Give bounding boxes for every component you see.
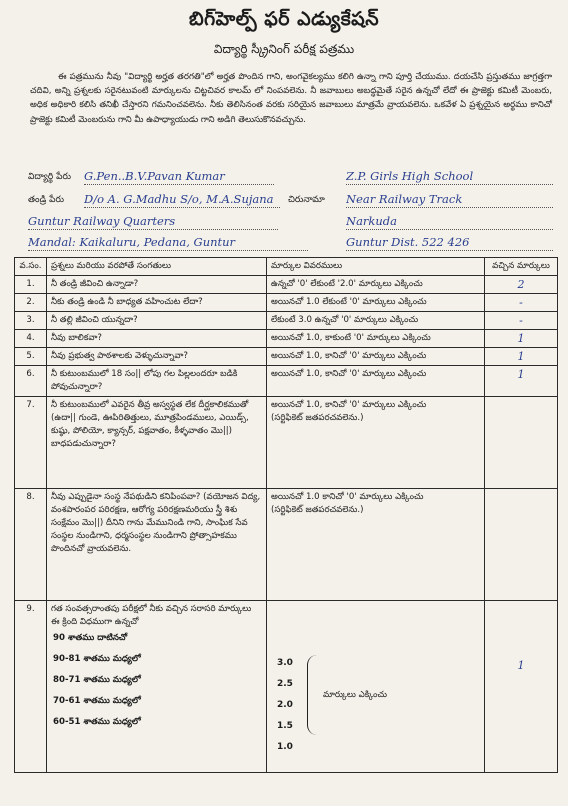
field-row-names [28,170,553,188]
row-number: 7. [15,397,47,489]
form-subtitle: విద్యార్థి స్క్రీనింగ్ పరీక్ష పత్రము [213,42,355,56]
address-label: చిరునామా [288,195,325,205]
table-row [15,397,558,489]
form-title: బిగ్‌హెల్ప్ ఫర్ ఎడ్యుకేషన్ [188,8,380,30]
row-rule: అయినచో 1.0 లేకుంటే '0' మార్కులు ఎక్కించు [267,294,485,312]
school-name-value[interactable]: Z.P. Girls High School [346,169,553,185]
row-question: నీవు ఎప్పుడైనా సంస్థ నేపథుడిని కనిపింపవా? (వయోజన విద్య, వంశపారంపర పరిరక్షణ, ఆరోగ్య పరిరక్షణమరియు స్త్రీ శిశు సంక్షేమం మొ||) దీనిని గాను మేమునిండి గాని, సాంఘిక సేవ సంస్థల నుండిగాని, ధర్మసంస్థల నుండిగాని ప్రోత్సాహకము పొందినచో వ్రాయవలెను. [47,489,267,601]
row-number: 9. [15,601,47,773]
row-number: 6. [15,366,47,397]
row-question: నీవు బాలికవా? [47,330,267,348]
table-row [15,366,558,397]
field-row-address-3 [28,236,553,254]
field-row-parent [28,193,553,211]
row-rule: అయినచో 1.0, కానిచో '0' మార్కులు ఎక్కించు [267,348,485,366]
grade-item: 80-71 శాతము మధ్యలో [53,675,141,685]
table-row [15,276,558,294]
address-line-3-left[interactable]: Guntur Railway Quarters [28,214,278,230]
score-item: 1.0 [277,742,293,752]
row-number: 8. [15,489,47,601]
screening-table [14,257,558,773]
row-marks-input[interactable] [485,397,558,489]
instructions-paragraph [30,70,552,127]
table-row [15,348,558,366]
row-question-grades [47,601,267,773]
header-rule: మార్కుల వివరములు [267,258,485,276]
row-rule: అయినచో 1.0, కాకుంటే '0' మార్కులు ఎక్కించు [267,330,485,348]
score-item: 2.5 [277,679,293,689]
father-name-value[interactable]: D/o A. G.Madhu S/o, M.A.Sujana [84,192,280,208]
table-row [15,312,558,330]
student-name-label: విద్యార్థి పేరు [28,172,71,182]
table-row [15,489,558,601]
row-question: నీ తల్లి జీవించి యున్నదా? [47,312,267,330]
field-row-address-2 [28,215,553,233]
grades-list [51,631,262,736]
instructions-text: ఈ పత్రమును నీవు "విద్యార్థి అర్హత తరగతి"లో అర్హత పొందిన గాని, అంగవైకల్యము కలిగి ఉన్నా గాని పూర్తి చేయుము. దయచేసి ప్రస్తుతము జాగ్రత్తగా చదివి, అన్ని ప్రశ్నలకు సరైనటువంటి మార్కులను చిట్టచివర కాలమ్ లో నింపవలెను. నీ జవాబులు అబద్ధమైతే సరైన ఉన్నచో లేదో ఈ ప్రాజెక్టు కమిటీ మెంబరు, అధిక అధికారి కలిసి తనిఖీ చేస్తారని గమనించవలెను. నీకు తెలిసినంత వరకు సరియైన జవాబులు మాత్రమే వ్రాయవలెను. ఒకవేళ ఏ ప్రశ్నయైన అర్థము కానిచో ప్రాజెక్టు కమిటీ మెంబరును గాని మీ ఉపాధ్యాయుడు గాని అడిగి తెలుసుకొనవచ్చును. [30,72,552,125]
row-marks-input[interactable]: 2 [485,276,558,294]
grade-item: 90 శాతము దాటినచో [53,633,128,643]
row-marks-input[interactable]: - [485,294,558,312]
row-rule-cell [267,397,485,489]
scores-label: మార్కులు ఎక్కించు [323,690,388,700]
row-question: నీ కుటుంబములో ఎవరైన తీవ్ర అస్వస్థత లేక దీర్ఘకాలికముతో (ఉదా|| గుండె, ఊపిరితిత్తులు, మూత్రపిండములు, ఎయిడ్స్, కుష్ఠు, పోలియో, క్యాన్సర్, పక్షవాతం, కీళ్ళవాతం మొ||) బాధపడుచున్నారా? [47,397,267,489]
row-rule: అయినచో 1.0, కానిచో '0' మార్కులు ఎక్కించు [267,366,485,397]
header-serial: వ.సం. [15,258,47,276]
row-marks-input[interactable]: 1 [485,366,558,397]
grade-item: 90-81 శాతము మధ్యలో [53,654,141,664]
score-list [271,603,480,752]
row-number: 3. [15,312,47,330]
row-question: నీ కుటుంబములో 18 సం|| లోపు గల పిల్లలందరూ బడికి పోవుచున్నారా? [47,366,267,397]
row-rule: అయినచో 1.0 కానిచో '0' మార్కులు ఎక్కించు [271,492,424,502]
address-value[interactable]: Near Railway Track [346,192,553,208]
score-item: 1.5 [277,721,293,731]
header-question: ప్రశ్నలు మరియు వరపోతే సంగతులు [47,258,267,276]
row-rule: ఉన్నచో '0' లేకుంటే '2.0' మార్కులు ఎక్కించు [267,276,485,294]
row-number: 4. [15,330,47,348]
score-item: 2.0 [277,700,293,710]
brace-icon [307,655,318,735]
row-rule: లేకుంటే 3.0 ఉన్నచో '0' మార్కులు ఎక్కించు [267,312,485,330]
student-name-value[interactable]: G.Pen..B.V.Pavan Kumar [84,169,274,185]
row-rule: అయినచో 1.0, కానిచో '0' మార్కులు ఎక్కించు [271,400,427,410]
row-rule-grades [267,601,485,773]
row-marks-input[interactable] [485,489,558,601]
table-header-row [15,258,558,276]
grades-intro: గత సంవత్సరాంతపు పరీక్షలో నీకు వచ్చిన సరాసరి మార్కులు ఈ క్రింది విధముగా ఉన్నచో [51,604,252,627]
header-marks: వచ్చిన మార్కులు [485,258,558,276]
address-line-4-right[interactable]: Guntur Dist. 522 426 [346,235,553,251]
row-rule-note: (సర్టిఫికెట్ జతపరచవలెను.) [271,505,364,515]
grade-item: 60-51 శాతము మధ్యలో [53,717,141,727]
father-name-label: తండ్రి పేరు [28,195,64,205]
row-rule-cell [267,489,485,601]
row-number: 5. [15,348,47,366]
table-row [15,330,558,348]
grade-item: 70-61 శాతము మధ్యలో [53,696,141,706]
address-line-3-right[interactable]: Narkuda [346,214,553,230]
row-question: నీకు తండ్రి ఉండి నీ బాధ్యత వహించుట లేదా? [47,294,267,312]
row-question: నీవు ప్రభుత్వ పాఠశాలకు వెళ్ళుచున్నావా? [47,348,267,366]
row-marks-input[interactable]: - [485,312,558,330]
row-marks-input[interactable]: 1 [485,330,558,348]
row-number: 2. [15,294,47,312]
row-marks-input[interactable]: 1 [485,601,558,773]
address-line-4-left[interactable]: Mandal: Kaikaluru, Pedana, Guntur [28,235,308,251]
table-row [15,294,558,312]
row-marks-input[interactable]: 1 [485,348,558,366]
row-rule-note: (సర్టిఫికెట్ జతపరచవలెను.) [271,413,364,423]
table-row-grades [15,601,558,773]
row-question: నీ తండ్రి జీవించి ఉన్నాడా? [47,276,267,294]
row-number: 1. [15,276,47,294]
score-item: 3.0 [277,658,293,668]
